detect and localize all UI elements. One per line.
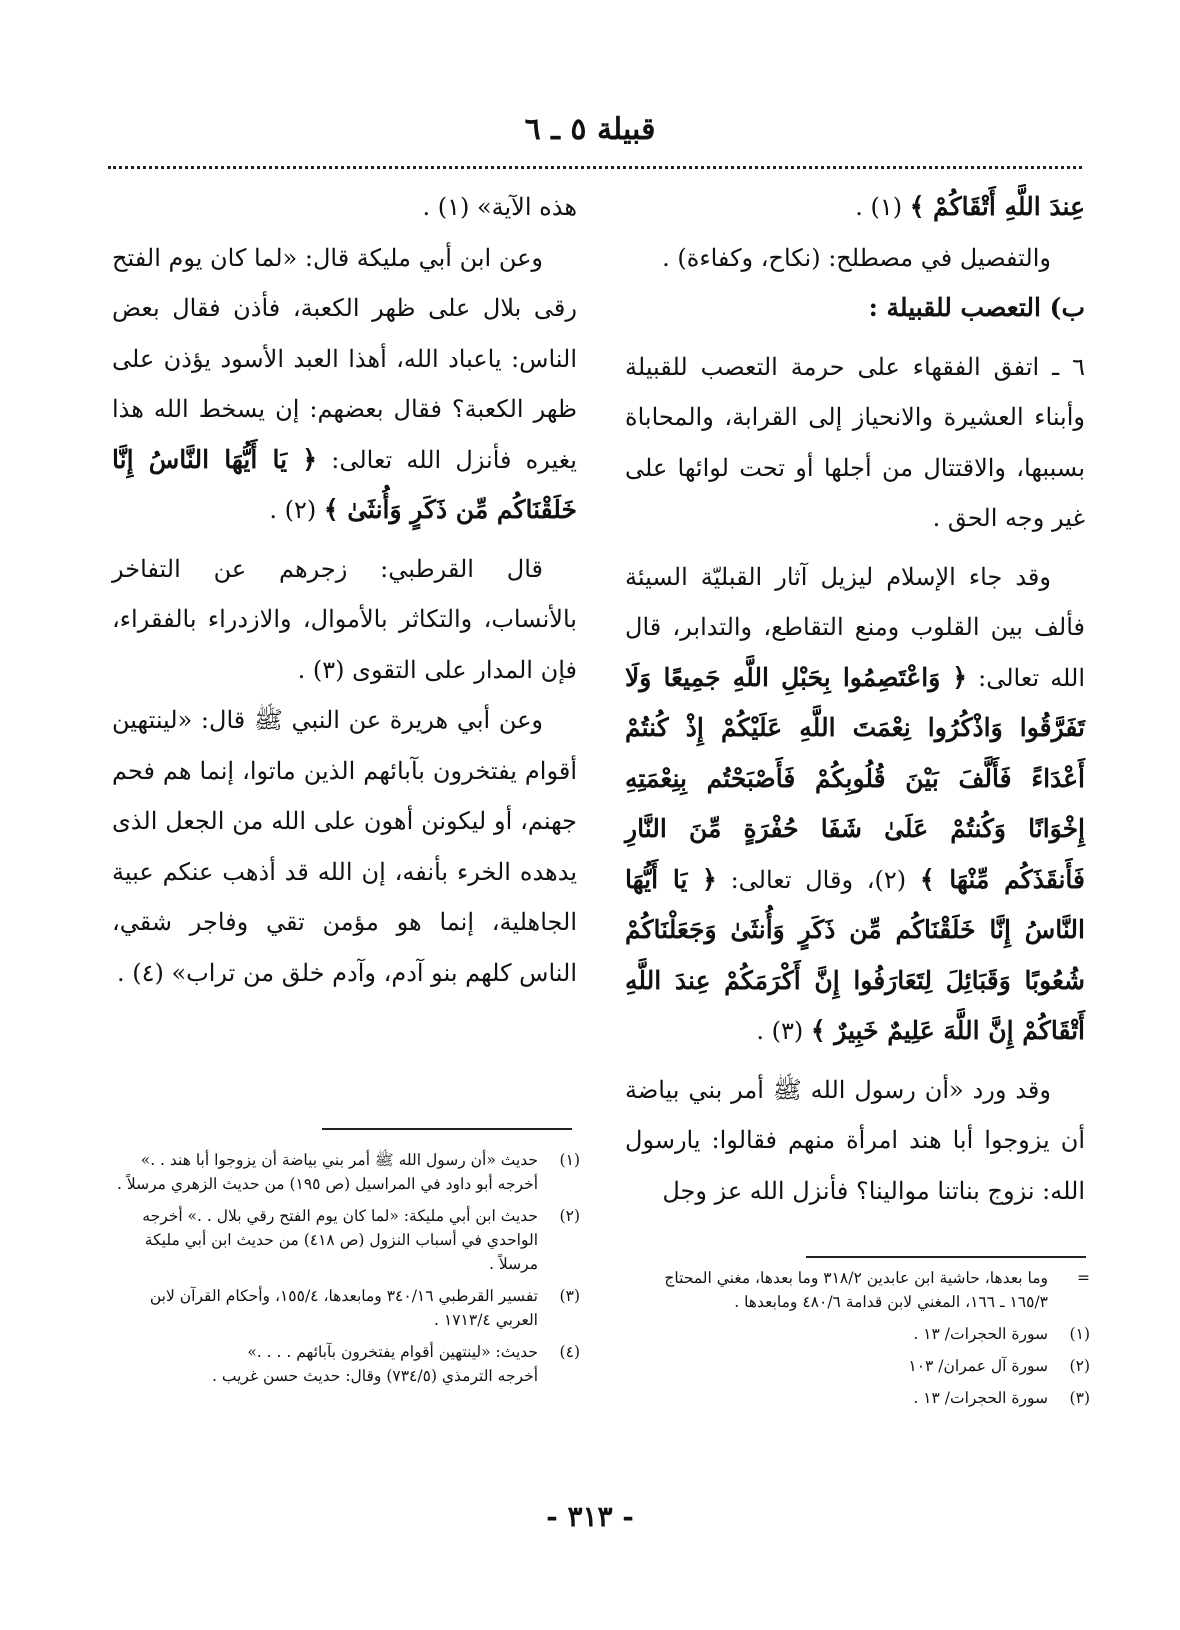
footnote-text: أخرجه الترمذي (٧٣٤/٥) وقال: حديث حسن غريب .: [212, 1367, 538, 1385]
paragraph: وعن أبي هريرة عن النبي ﷺ قال: «لينتهين أقوام يفتخرون بآبائهم الذين ماتوا، إنما هم فحم جهنم، أو ليكونن أهون على الله من الجعل الذى يدهده الخرء بأنفه، إن الله قد أذهب عنكم عبية الجاهلية، إنما هو مؤمن تقي وفاجر شقي، الناس كلهم بنو آدم، وآدم خلق من تراب» (٤) .: [112, 706, 577, 987]
paragraph-text: وقد جاء الإسلام ليزيل آثار القبليّة السيئة فألف بين القلوب ومنع التقاطع، والتدابر، قال الله تعالى:: [625, 562, 1085, 692]
footnote-number: (٣): [559, 1287, 580, 1305]
right-text-column: [625, 182, 1085, 1216]
footnote-text: سورة الحجرات/ ١٣ .: [913, 1325, 1048, 1343]
footnote-number: (٣): [1069, 1389, 1090, 1407]
section-heading: ب) التعصب للقبيلة :: [868, 293, 1085, 322]
paragraph: هذه الآية» (١) .: [422, 193, 577, 221]
footnote: [625, 1266, 1090, 1314]
footnote-ref: (٢) .: [269, 496, 317, 524]
footnote-text: حديث «أن رسول الله ﷺ أمر بني بياضة أن يزوجوا أبا هند . .»: [140, 1151, 538, 1169]
header-dotted-rule: [108, 166, 1082, 169]
footnote-number: (١): [1069, 1325, 1090, 1343]
footnote-number: (٢): [1069, 1357, 1090, 1375]
page-number: - ٣١٣ -: [546, 1500, 634, 1533]
footnote: [112, 1204, 580, 1276]
footnote: [112, 1340, 580, 1388]
footnote-text: حديث ابن أبي مليكة: «لما كان يوم الفتح رقي بلال . .» أخرجه الواحدي في أسباب النزول (ص ٤١٨) من حديث ابن أبي مليكة مرسلاً .: [142, 1207, 538, 1273]
footnote-divider: [806, 1256, 1086, 1258]
paragraph-text: (٢)، وقال تعالى:: [730, 865, 907, 894]
quran-verse: عِندَ اللَّهِ أَتْقَاكُمْ ﴾: [909, 192, 1085, 221]
footnote-ref: (١) .: [855, 193, 910, 221]
paragraph: [625, 552, 1085, 1057]
paragraph: وقد ورد «أن رسول الله ﷺ أمر بني بياضة أن يزوجوا أبا هند امرأة منهم فقالوا: يارسول الله: نزوج بناتنا موالينا؟ فأنزل الله عز وجل: [625, 1075, 1085, 1205]
paragraph: ٦ ـ اتفق الفقهاء على حرمة التعصب للقبيلة وأبناء العشيرة والانحياز إلى القرابة، والمحاباة بسببها، والاقتتال من أجلها أو تحت لوائها على غير وجه الحق .: [625, 352, 1085, 532]
footnote-ref: (٣) .: [756, 1017, 804, 1045]
footnote-number: (٢): [559, 1207, 580, 1225]
quran-verse: ﴿ يَا أَيُّهَا النَّاسُ إِنَّا خَلَقْنَاكُم مِّن ذَكَرٍ وَأُنثَىٰ ﴾: [112, 444, 577, 524]
footnote-text: أخرجه أبو داود في المراسيل (ص ١٩٥) من حديث الزهري مرسلاً .: [117, 1175, 538, 1193]
footnote: [625, 1354, 1090, 1378]
paragraph: قال القرطبي: زجرهم عن التفاخر بالأنساب، والتكاثر بالأموال، والازدراء بالفقراء، فإن المدار على التقوى (٣) .: [112, 554, 577, 684]
footnotes-left: [112, 1148, 580, 1396]
footnote-text: سورة الحجرات/ ١٣ .: [913, 1389, 1048, 1407]
footnote: [625, 1322, 1090, 1346]
footnote-text: حديث: «لينتهين أقوام يفتخرون بآبائهم . . . .»: [247, 1343, 538, 1361]
footnote: [625, 1386, 1090, 1410]
footnote: [112, 1284, 580, 1332]
footnote-number: (٤): [559, 1343, 580, 1361]
footnotes-right: [625, 1266, 1090, 1418]
footnote: [112, 1148, 580, 1196]
quran-verse: ﴿ يَا أَيُّهَا النَّاسُ إِنَّا خَلَقْنَاكُم مِّن ذَكَرٍ وَأُنثَىٰ وَجَعَلْنَاكُمْ شُعُوبًا وَقَبَائِلَ لِتَعَارَفُوا إِنَّ أَكْرَمَكُمْ عِندَ اللَّهِ أَتْقَاكُمْ إِنَّ اللَّهَ عَلِيمٌ خَبِيرٌ ﴾: [625, 864, 1085, 1045]
paragraph: [625, 182, 1085, 233]
footnote-divider: [322, 1128, 572, 1130]
quran-verse: ﴿ وَاعْتَصِمُوا بِحَبْلِ اللَّهِ جَمِيعًا وَلَا تَفَرَّقُوا وَاذْكُرُوا نِعْمَتَ اللَّهِ عَلَيْكُمْ إِذْ كُنتُمْ أَعْدَاءً فَأَلَّفَ بَيْنَ قُلُوبِكُمْ فَأَصْبَحْتُم بِنِعْمَتِهِ إِخْوَانًا وَكُنتُمْ عَلَىٰ شَفَا حُفْرَةٍ مِّنَ النَّارِ فَأَنقَذَكُم مِّنْهَا ﴾: [625, 662, 1085, 894]
footnote-number: (١): [559, 1151, 580, 1169]
footnote-text: تفسير القرطبي ٣٤٠/١٦ ومابعدها، ١٥٥/٤، وأحكام القرآن لابن العربي ١٧١٣/٤ .: [149, 1287, 538, 1329]
paragraph: والتفصيل في مصطلح: (نكاح، وكفاءة) .: [662, 243, 1051, 272]
footnote-text: وما بعدها، حاشية ابن عابدين ٣١٨/٢ وما بعدها، مغني المحتاج ١٦٥/٣ ـ ١٦٦، المغني لابن قدامة ٤٨٠/٦ ومابعدها .: [664, 1269, 1048, 1311]
footnote-text: سورة آل عمران/ ١٠٣: [908, 1357, 1048, 1375]
paragraph-text: وعن ابن أبي مليكة قال: «لما كان يوم الفتح رقى بلال على ظهر الكعبة، فأذن فقال بعض الناس: ياعباد الله، أهذا العبد الأسود يؤذن على ظهر الكعبة؟ فقال بعضهم: إن يسخط الله هذا يغيره فأنزل الله تعالى:: [112, 243, 577, 474]
page-header-title: قبيلة ٥ ـ ٦: [524, 112, 656, 147]
footnote-number: =: [1077, 1269, 1090, 1287]
paragraph: [112, 233, 577, 536]
left-text-column: [112, 182, 577, 998]
